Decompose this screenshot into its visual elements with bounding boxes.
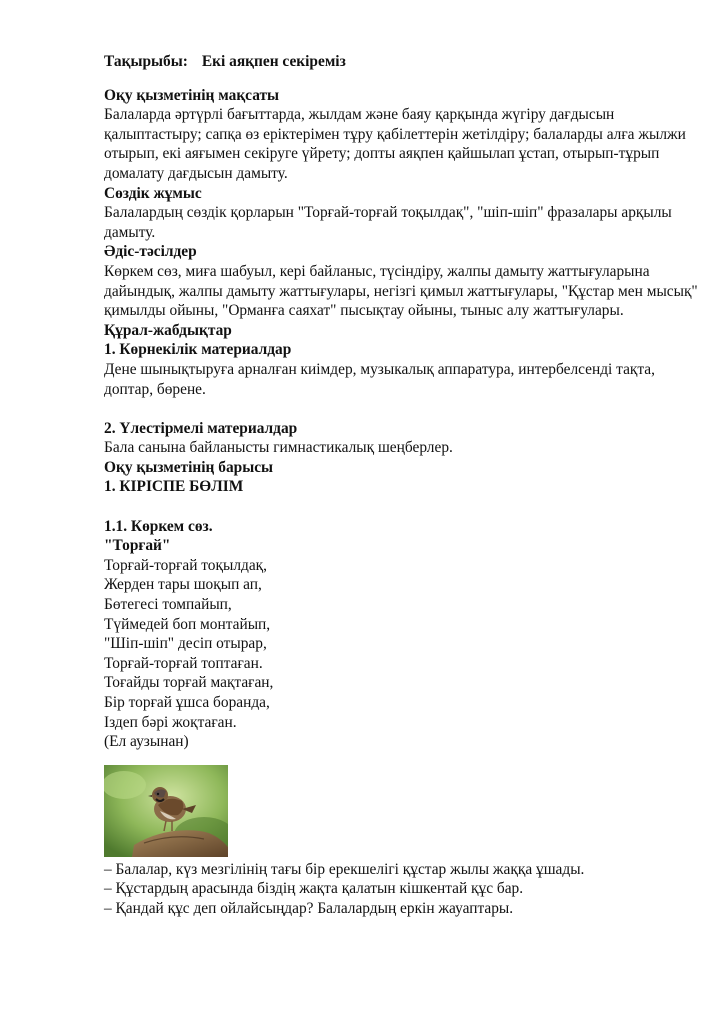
vocab-text: Балалардың сөздік қорларын "Торғай-торғай тоқылдақ", "шіп-шіп" фразалары арқылы дамыту. [104,204,672,241]
poem-title: "Торғай" [104,537,171,555]
vocab-heading: Сөздік жұмыс [104,184,202,202]
poem [104,556,704,752]
topic-line [104,52,704,72]
poem-line: Бөтегесі томпайып, [104,596,232,614]
poem-line: Торғай-торғай топтаған. [104,654,263,672]
poem-line: Түймедей боп монтайып, [104,615,271,633]
art-word-heading: 1.1. Көркем сөз. [104,517,213,535]
topic-value: Екі аяқпен секіреміз [201,53,346,70]
dialog [104,860,704,919]
poem-line: Жерден тары шоқып ап, [104,576,262,594]
dialog-line: – Балалар, күз мезгілінің тағы бір ерекшелігі құстар жылы жаққа ұшады. [104,860,585,878]
methods-heading: Әдіс-тәсілдер [104,243,197,261]
dialog-line: – Қандай құс деп ойлайсыңдар? Балалардың еркін жауаптары. [104,899,514,917]
methods-text: Көркем сөз, миға шабуыл, кері байланыс, түсіндіру, жалпы дамыту жаттығуларына дайындық, жалпы дамыту жаттығулары, негізгі қимыл жаттығулары, "Құстар мен мысық" қимылды ойыны, "Орманға саяхат" пысықтау ойыны, тыныс алу жаттығулары. [104,262,698,320]
sparrow-illustration [104,765,228,857]
spacer [104,399,704,419]
goal-text: Балаларда әртүрлі бағыттарда, жылдам және баяу қарқында жүгіру дағдысын қалыптастыру; сапқа өз еріктерімен тұру қабілеттерін жетілдіру; балаларды алға жылжи отырып, екі аяғымен секіруге үйрету; допты аяқпен қайшылап ұстап, отырып-тұрып домалату дағдысын дамыту. [104,106,686,182]
poem-line: "Шіп-шіп" десіп отырар, [104,635,267,653]
poem-line: Торғай-торғай тоқылдақ, [104,556,267,574]
intro-part-heading: 1. КІРІСПЕ БӨЛІМ [104,478,244,496]
dialog-line: – Құстардың арасында біздің жақта қалатын кішкентай құс бар. [104,880,524,898]
document-page [104,52,704,919]
goal-heading: Оқу қызметінің мақсаты [104,86,280,104]
handout-materials-text: Бала санына байланысты гимнастикалық шеңберлер. [104,439,453,457]
handout-materials-heading: 2. Үлестірмелі материалдар [104,419,298,437]
poem-line: Бір торғай ұшса боранда, [104,694,270,711]
equipment-heading: Құрал-жабдықтар [104,321,232,339]
spacer [104,497,704,517]
process-heading: Оқу қызметінің барысы [104,458,274,476]
visual-materials-text: Дене шынықтыруға арналған киімдер, музыкалық аппаратура, интербелсенді тақта, доптар, бөрене. [104,360,655,398]
poem-line: Тоғайды торғай мақтаған, [104,674,274,692]
topic-label: Тақырыбы: [104,53,188,70]
poem-source: (Ел аузынан) [104,733,189,751]
poem-line: Іздеп бәрі жоқтаған. [104,713,237,731]
sparrow-photo [104,765,228,857]
visual-materials-heading: 1. Көрнекілік материалдар [104,341,292,359]
